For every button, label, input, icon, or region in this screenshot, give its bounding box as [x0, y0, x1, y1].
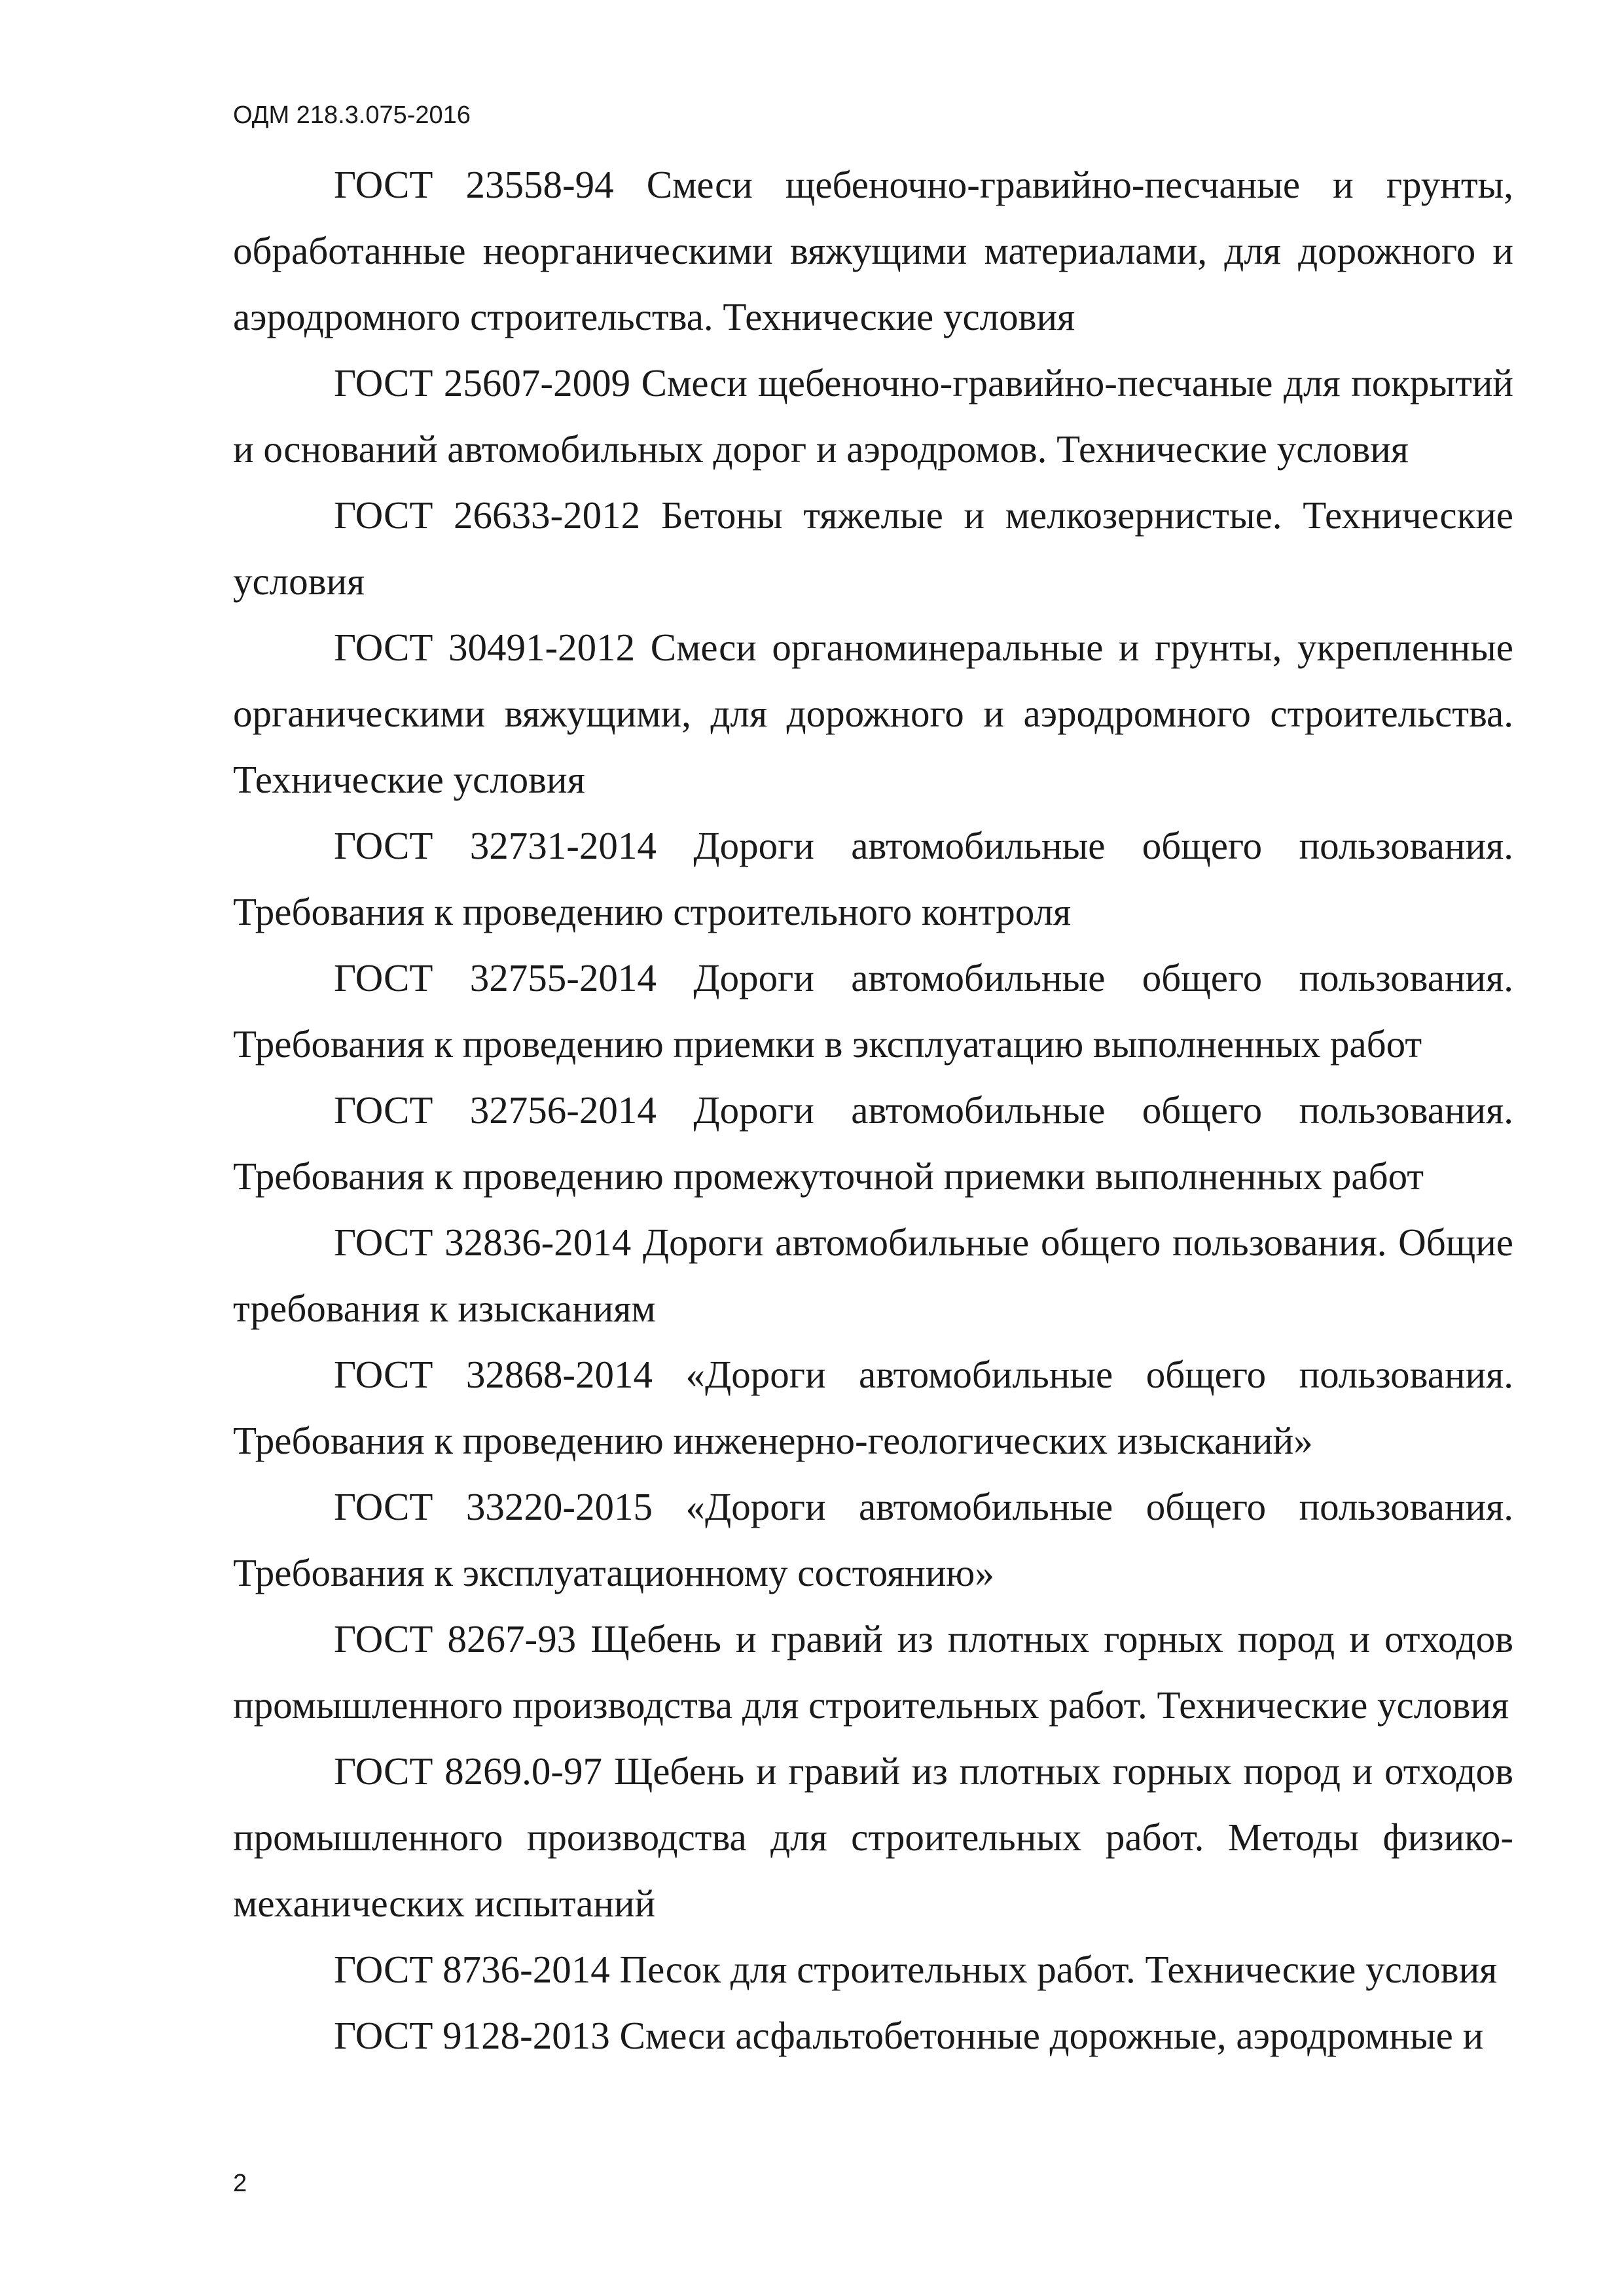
- reference-item: ГОСТ 32756-2014 Дороги автомобильные общего пользования. Требования к проведению промежуточной приемки выполненных работ: [233, 1088, 1513, 1198]
- reference-item: ГОСТ 32755-2014 Дороги автомобильные общего пользования. Требования к проведению приемки в эксплуатацию выполненных работ: [233, 956, 1513, 1066]
- reference-item: ГОСТ 32868-2014 «Дороги автомобильные общего пользования. Требования к проведению инженерно-геологических изысканий»: [233, 1353, 1513, 1462]
- reference-item: ГОСТ 32836-2014 Дороги автомобильные общего пользования. Общие требования к изысканиям: [233, 1221, 1513, 1330]
- references-list: [233, 152, 1513, 2069]
- reference-item: ГОСТ 25607-2009 Смеси щебеночно-гравийно-песчаные для покрытий и оснований автомобильных дорог и аэродромов. Технические условия: [233, 361, 1513, 471]
- reference-item: ГОСТ 30491-2012 Смеси органоминеральные и грунты, укрепленные органическими вяжущими, для дорожного и аэродромного строительства. Технические условия: [233, 626, 1513, 801]
- reference-item: ГОСТ 8269.0-97 Щебень и гравий из плотных горных пород и отходов промышленного производства для строительных работ. Методы физико-механических испытаний: [233, 1749, 1513, 1925]
- reference-item: ГОСТ 8736-2014 Песок для строительных работ. Технические условия: [334, 1948, 1498, 1991]
- page-number: 2: [233, 2170, 247, 2197]
- reference-item: ГОСТ 8267-93 Щебень и гравий из плотных горных пород и отходов промышленного производства для строительных работ. Технические условия: [233, 1617, 1513, 1727]
- reference-item: ГОСТ 23558-94 Смеси щебеночно-гравийно-песчаные и грунты, обработанные неорганическими вяжущими материалами, для дорожного и аэродромного строительства. Технические условия: [233, 163, 1513, 338]
- document-code-header: ОДМ 218.3.075-2016: [233, 101, 471, 129]
- reference-item: ГОСТ 26633-2012 Бетоны тяжелые и мелкозернистые. Технические условия: [233, 493, 1513, 603]
- reference-item: ГОСТ 33220-2015 «Дороги автомобильные общего пользования. Требования к эксплуатационному состоянию»: [233, 1485, 1513, 1594]
- reference-item-continued: ГОСТ 9128-2013 Смеси асфальтобетонные дорожные, аэродромные и: [334, 2014, 1484, 2057]
- reference-item: ГОСТ 32731-2014 Дороги автомобильные общего пользования. Требования к проведению строительного контроля: [233, 824, 1513, 933]
